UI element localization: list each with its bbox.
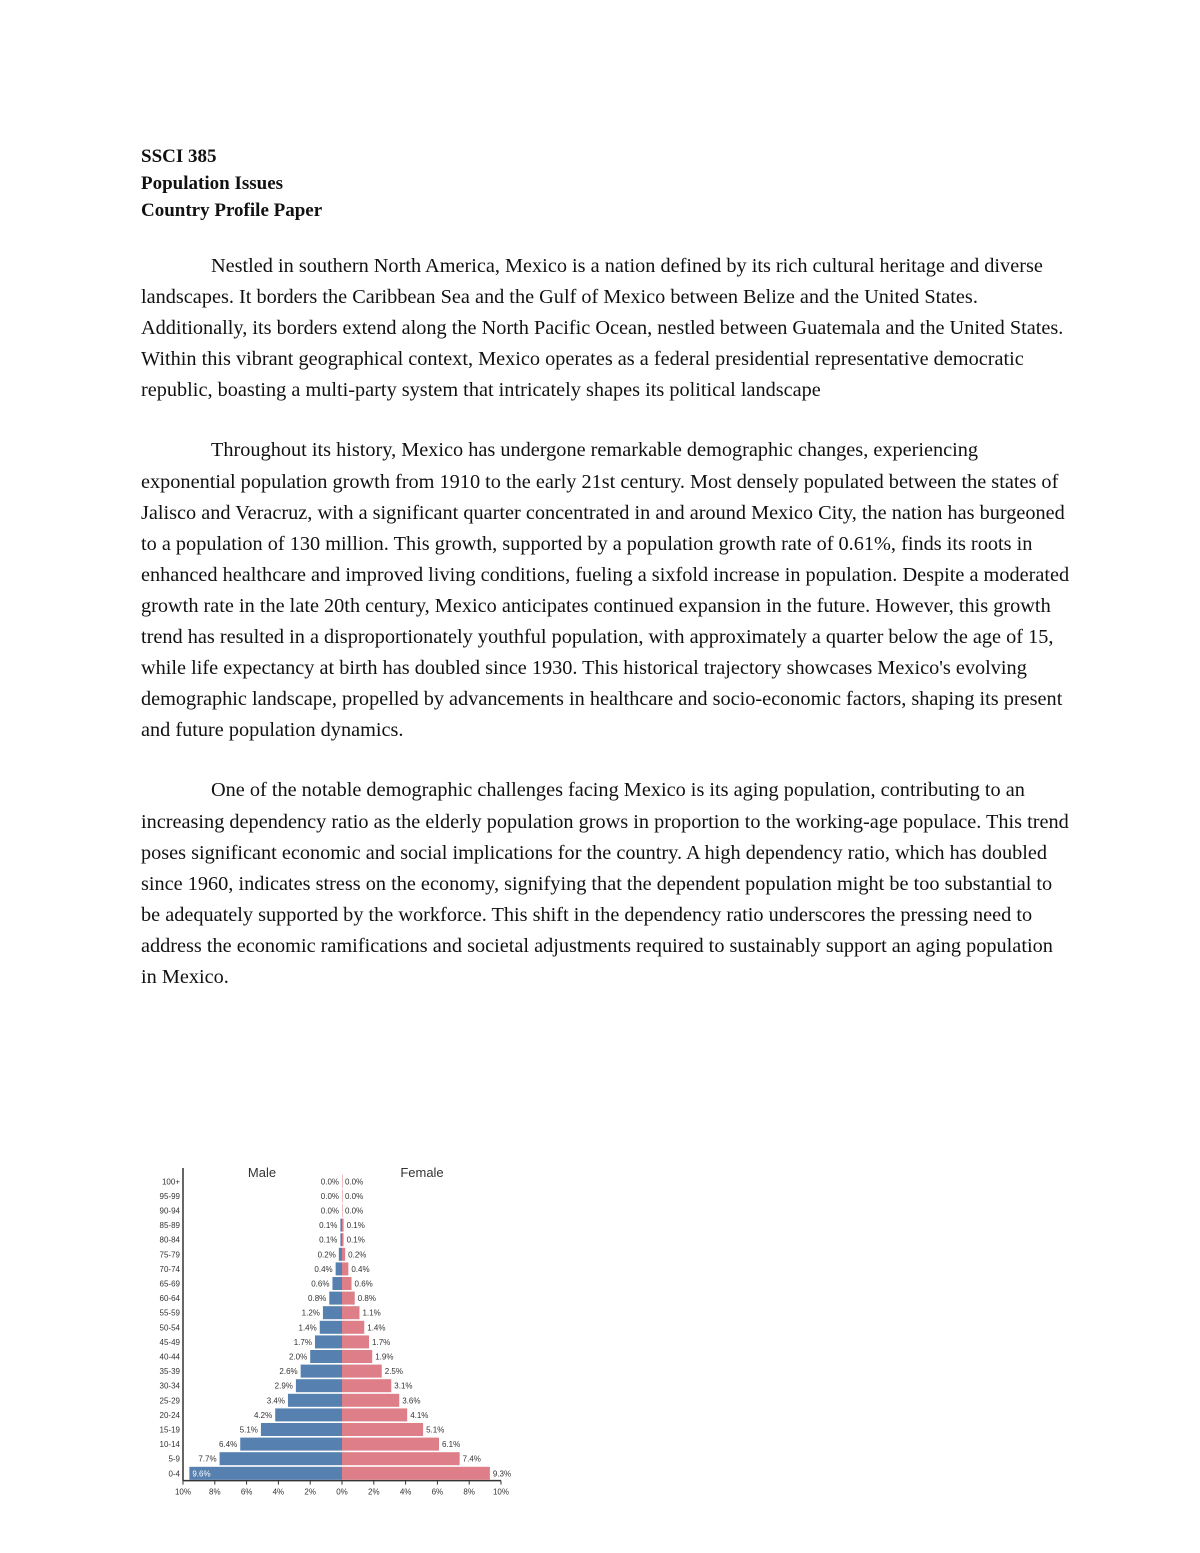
female-bar [342,1189,343,1202]
female-bar [342,1233,344,1246]
female-bar [342,1408,407,1421]
female-bar [342,1321,364,1334]
male-bar [340,1219,342,1232]
document-body [141,143,1071,993]
x-tick-label: 10% [492,1487,510,1495]
female-bar [342,1350,372,1363]
population-pyramid-chart [150,1160,540,1495]
male-value-label: 9.6% [192,1469,211,1479]
y-tick-label: 20-24 [159,1410,180,1420]
female-value-label: 1.7% [372,1337,391,1347]
female-value-label: 0.0% [345,1177,364,1187]
female-value-label: 1.9% [375,1352,394,1362]
y-tick-label: 90-94 [159,1206,180,1216]
x-tick-label: 4% [399,1487,412,1495]
x-tick-label: 10% [174,1487,192,1495]
y-tick-label: 70-74 [159,1264,180,1274]
y-tick-label: 35-39 [159,1367,180,1377]
female-value-label: 0.0% [345,1206,364,1216]
male-value-label: 0.1% [319,1221,338,1231]
female-bar [342,1204,343,1217]
male-bar [323,1306,342,1319]
y-tick-label: 60-64 [159,1294,180,1304]
female-bar [342,1175,343,1188]
female-value-label: 5.1% [426,1425,445,1435]
y-tick-label: 65-69 [159,1279,180,1289]
male-value-label: 0.8% [308,1294,327,1304]
paragraph-3: One of the notable demographic challenges facing Mexico is its aging population, contributing to an increasing dependency ratio as the elderly population grows in proportion to the working-age populace. This trend poses significant economic and social implications for the country. A high dependency ratio, which has doubled since 1960, indicates stress on the economy, signifying that the dependent population might be too substantial to be adequately supported by the workforce. This shift in the dependency ratio underscores the pressing need to address the economic ramifications and societal adjustments required to sustainably support an aging population in Mexico. [141,779,1069,988]
female-bar [342,1219,344,1232]
y-tick-label: 95-99 [159,1191,180,1201]
female-bar [342,1379,391,1392]
female-value-label: 0.8% [357,1294,376,1304]
x-tick-label: 6% [240,1487,253,1495]
y-tick-label: 30-34 [159,1381,180,1391]
assignment-title: Country Profile Paper [141,200,323,221]
male-bar [220,1452,342,1465]
x-tick-label: 8% [463,1487,475,1495]
female-value-label: 0.1% [346,1235,365,1245]
male-bar [288,1394,342,1407]
paragraph-1: Nestled in southern North America, Mexico is a nation defined by its rich cultural heritage and diverse landscapes. It borders the Caribbean Sea and the Gulf of Mexico between Belize and the United States. Additionally, its borders extend along the North Pacific Ocean, nestled between Guatemala and the United States. Within this vibrant geographical context, Mexico operates as a federal presidential representative democratic republic, boasting a multi-party system that intricately shapes its political landscape [141,255,1064,402]
y-tick-label: 25-29 [159,1396,180,1406]
female-bar [342,1248,345,1261]
female-value-label: 4.1% [410,1410,429,1420]
female-value-label: 3.1% [394,1381,413,1391]
female-value-label: 0.1% [346,1221,365,1231]
female-bar [342,1262,348,1275]
legend-female: Female [400,1165,444,1180]
x-tick-label: 6% [431,1487,444,1495]
male-bar [336,1262,342,1275]
y-tick-label: 50-54 [159,1323,180,1333]
y-tick-label: 80-84 [159,1235,180,1245]
female-bar [342,1438,439,1451]
male-bar [329,1292,342,1305]
y-tick-label: 45-49 [159,1337,180,1347]
female-value-label: 0.4% [351,1264,370,1274]
paragraph-2: Throughout its history, Mexico has undergone remarkable demographic changes, experiencing exponential population growth from 1910 to the early 21st century. Most densely populated between the states of Jalisco and Veracruz, with a significant quarter concentrated in and around Mexico City, the nation has burgeoned to a population of 130 million. This growth, supported by a population growth rate of 0.61%, finds its roots in enhanced healthcare and improved living conditions, fueling a sixfold increase in population. Despite a moderated growth rate in the late 20th century, Mexico anticipates continued expansion in the future. However, this growth trend has resulted in a disproportionately youthful population, with approximately a quarter below the age of 15, while life expectancy at birth has doubled since 1930. This historical trajectory showcases Mexico's evolving demographic landscape, propelled by advancements in healthcare and socio-economic factors, shaping its present and future population dynamics. [141,439,1070,742]
male-bar [332,1277,342,1290]
female-value-label: 9.3% [492,1469,512,1479]
male-value-label: 0.6% [311,1279,330,1289]
male-bar [339,1248,342,1261]
y-tick-label: 0-4 [168,1469,180,1479]
female-bar [342,1365,382,1378]
male-value-label: 0.0% [320,1177,339,1187]
male-bar [310,1350,342,1363]
male-value-label: 5.1% [239,1425,258,1435]
y-tick-label: 100+ [161,1177,180,1187]
male-bar [315,1335,342,1348]
female-bar [342,1335,369,1348]
female-bar [342,1277,352,1290]
female-bar [342,1306,359,1319]
male-value-label: 3.4% [266,1396,285,1406]
y-tick-label: 15-19 [159,1425,180,1435]
female-value-label: 3.6% [402,1396,421,1406]
x-tick-label: 0% [336,1487,348,1495]
female-value-label: 0.2% [348,1250,367,1260]
legend-male: Male [247,1165,277,1180]
x-tick-label: 4% [272,1487,285,1495]
male-value-label: 6.4% [219,1440,238,1450]
male-bar [296,1379,342,1392]
female-bar [342,1467,490,1480]
male-value-label: 2.6% [279,1367,298,1377]
female-value-label: 7.4% [462,1454,481,1464]
male-value-label: 4.2% [253,1410,273,1420]
male-bar [261,1423,342,1436]
female-value-label: 1.1% [362,1308,381,1318]
female-bar [342,1292,355,1305]
male-value-label: 0.1% [319,1235,338,1245]
female-bar [342,1423,423,1436]
y-tick-label: 85-89 [159,1221,180,1231]
male-bar [189,1467,342,1480]
male-value-label: 1.2% [301,1308,320,1318]
y-tick-label: 5-9 [168,1454,180,1464]
male-bar [240,1438,342,1451]
x-tick-label: 2% [304,1487,316,1495]
course-code: SSCI 385 [141,146,217,167]
male-bar [320,1321,342,1334]
y-tick-label: 40-44 [159,1352,180,1362]
male-value-label: 0.2% [317,1250,336,1260]
y-tick-label: 10-14 [159,1440,180,1450]
male-value-label: 0.0% [320,1206,339,1216]
female-value-label: 1.4% [367,1323,386,1333]
male-value-label: 0.0% [320,1191,339,1201]
female-bar [342,1452,460,1465]
male-value-label: 0.4% [314,1264,333,1274]
male-value-label: 7.7% [198,1454,217,1464]
y-tick-label: 75-79 [159,1250,180,1260]
y-tick-label: 55-59 [159,1308,180,1318]
male-bar [301,1365,342,1378]
x-tick-label: 8% [209,1487,221,1495]
male-bar [275,1408,342,1421]
female-value-label: 6.1% [441,1440,461,1450]
course-subject: Population Issues [141,173,284,194]
female-bar [342,1394,399,1407]
male-value-label: 1.7% [293,1337,312,1347]
male-value-label: 2.0% [288,1352,308,1362]
female-value-label: 2.5% [384,1367,403,1377]
x-tick-label: 2% [368,1487,380,1495]
male-value-label: 1.4% [298,1323,317,1333]
male-value-label: 2.9% [274,1381,293,1391]
male-bar [340,1233,342,1246]
female-value-label: 0.0% [345,1191,364,1201]
female-value-label: 0.6% [354,1279,373,1289]
